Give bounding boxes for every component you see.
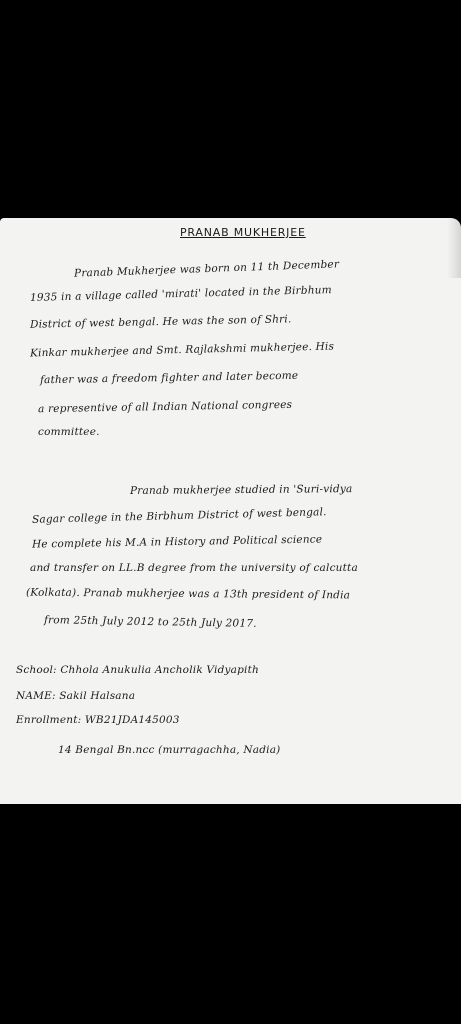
p1-line: District of west bengal. He was the son of Shri.	[29, 313, 292, 331]
p1-line: committee.	[38, 426, 100, 438]
p2-line: Pranab mukherjee studied in 'Suri-vidya	[129, 483, 353, 497]
address-line: 14 Bengal Bn.ncc (murragachha, Nadia)	[58, 744, 281, 756]
p1-line: a representive of all Indian National congrees	[37, 398, 293, 416]
p1-line: Pranab Mukherjee was born on 11 th December	[73, 258, 340, 280]
p2-line: Sagar college in the Birbhum District of west bengal.	[31, 506, 327, 526]
p2-line: (Kolkata). Pranab mukherjee was a 13th president of India	[25, 586, 351, 602]
name-line: NAME: Sakil Halsana	[16, 690, 136, 702]
p1-line: 1935 in a village called 'mirati' located in the Birbhum	[29, 284, 332, 304]
enrollment-line: Enrollment: WB21JDA145003	[16, 714, 180, 726]
p1-line: Kinkar mukherjee and Smt. Rajlakshmi mukherjee. His	[29, 340, 335, 360]
p1-line: father was a freedom fighter and later become	[39, 369, 299, 387]
p2-line: He complete his M.A in History and Political science	[31, 533, 323, 551]
school-line: School: Chhola Anukulia Ancholik Vidyapith	[16, 664, 259, 676]
p2-line: from 25th July 2012 to 25th July 2017.	[43, 614, 257, 630]
p2-line: and transfer on LL.B degree from the university of calcutta	[30, 562, 358, 574]
page-title: PRANAB MUKHERJEE	[180, 226, 306, 239]
notebook-page	[0, 218, 461, 804]
